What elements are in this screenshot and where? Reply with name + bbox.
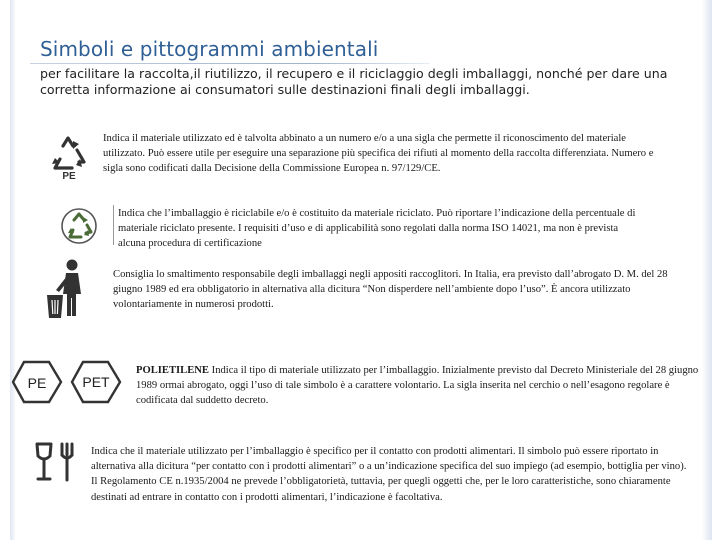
item-text-food-contact: Indica che il materiale utilizzato per l’imballaggio è specifico per il contatto con prodotti alimentari. Il simbolo può essere riportato in alternativa alla dicitura “per contatto con i prodotti alimentari” o a un’indicazione specifica del suo impiego (ad esempio, bottiglia per vino). Il Regolamento CE n.1935/2004 ne prevede l’obbligatorietà, tuttavia, per quegli oggetti che, per le loro caratteristiche, sono chiaramente destinati ad entrare in contatto con i prodotti alimentari, l’indicazione è facoltativa.	[91, 446, 687, 503]
pe-icon-label: PE	[62, 171, 76, 180]
item-text-disposal: Consiglia lo smaltimento responsabile degli imballaggi negli appositi raccoglitori. In Italia, era previsto dall’abrogato D. M. del 28 giugno 1989 ed era obbligatorio in alternativa alla dicitura “Non disperdere nell’ambiente dopo l’uso”. È ancora utilizzato volontariamente in numerosi prodotti.	[113, 269, 668, 311]
slide-frame-left	[10, 0, 15, 540]
pe-hexagon-label: PE	[27, 375, 47, 391]
tidyman-bin-icon	[44, 258, 90, 322]
polyethylene-description: Indica il tipo di materiale utilizzato per l’imballaggio. Inizialmente previsto dal Decreto Ministeriale del 28 giugno 1989 ormai abrogato, oggi l’uso di tale simbolo è a carattere volontario. La sigla inserita nel cerchio o nell’esagono regolare è codificata dal suddetto decreto.	[136, 365, 699, 407]
glass-fork-food-contact-icon	[34, 441, 78, 483]
recyclable-circle-icon	[60, 207, 98, 245]
item-text-recyclable: Indica che l’imballaggio è riciclabile e/o è costituito da materiale riciclato. Può riportare l’indicazione della percentuale di materiale riciclato presente. I requisiti d’uso e di applicabilità sono regolati dalla norma ISO 14021, ma non è prevista alcuna procedura di certificazione	[118, 208, 636, 250]
title-underline	[30, 63, 430, 64]
item-divider	[113, 205, 114, 245]
recycle-triangle-pe-icon	[46, 132, 92, 180]
material-hexagon-icon	[12, 360, 122, 404]
item-text-material-code: Indica il materiale utilizzato ed è talvolta abbinato a un numero e/o a una sigla che permette il riconoscimento del materiale utilizzato. Può essere utile per eseguire una separazione più specifica dei rifiuti al momento della raccolta differenziata. Numero e sigla sono codificati dalla Decisione della Commissione Europea n. 97/129/CE.	[103, 133, 654, 175]
pet-hexagon-label: PET	[82, 374, 110, 390]
item-text-polyethylene	[136, 363, 711, 409]
slide-frame-right	[702, 0, 712, 540]
polyethylene-label: POLIETILENE	[136, 365, 210, 376]
slide-subtitle: per facilitare la raccolta,il riutilizzo, il recupero e il riciclaggio degli imballaggi, nonché per dare una corretta informazione ai consumatori sulle destinazioni finali degli imballaggi.	[40, 66, 668, 97]
slide-title: Simboli e pittogrammi ambientali	[40, 37, 379, 61]
